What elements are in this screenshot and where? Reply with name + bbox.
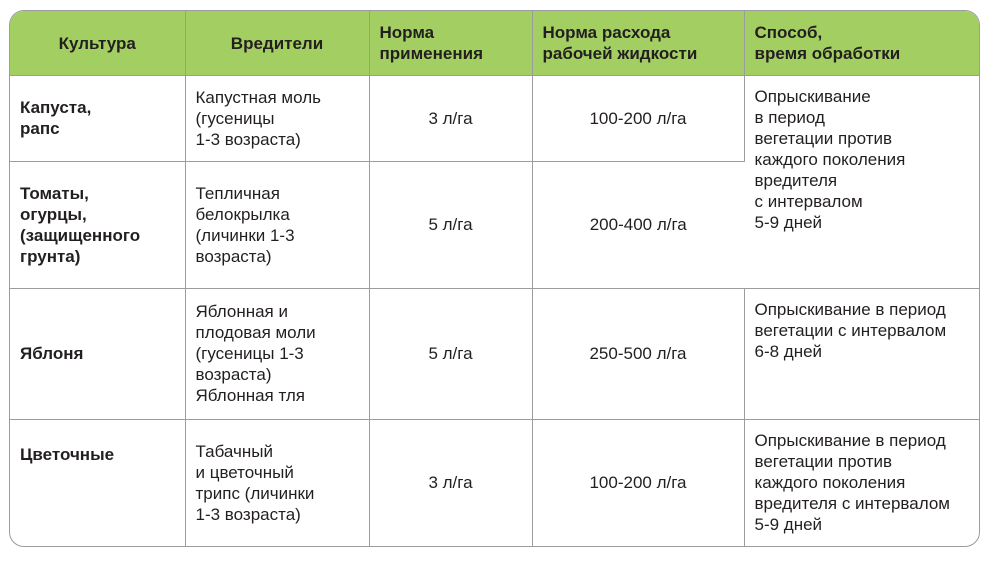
liquid-cell: 250-500 л/га	[532, 288, 744, 419]
rate-cell: 5 л/га	[369, 288, 532, 419]
method-cell: Опрыскивание в период вегетации против каждого поколения вредителя с интервалом 5-9 дней	[754, 430, 950, 534]
pests-cell: Капустная моль (гусеницы 1-3 возраста)	[185, 76, 369, 162]
method-cell: Опрыскивание в период вегетации с интервалом 6-8 дней	[744, 288, 979, 419]
crop-cell: Яблоня	[10, 288, 185, 419]
crop-cell: Капуста, рапс	[10, 76, 185, 162]
treatment-table-frame	[9, 10, 980, 547]
treatment-table	[10, 11, 979, 546]
table-row	[10, 419, 979, 546]
table-row	[10, 288, 979, 419]
liquid-cell: 200-400 л/га	[532, 161, 744, 288]
crop-cell: Томаты, огурцы, (защищенного грунта)	[10, 161, 185, 288]
table-row	[10, 76, 979, 162]
header-pests: Вредители	[185, 11, 369, 76]
rate-cell: 5 л/га	[369, 161, 532, 288]
liquid-cell: 100-200 л/га	[532, 419, 744, 546]
header-crop: Культура	[10, 11, 185, 76]
header-method: Способ, время обработки	[744, 11, 979, 76]
table-header-row	[10, 11, 979, 76]
pests-cell: Яблонная и плодовая моли (гусеницы 1-3 возраста) Яблонная тля	[185, 288, 369, 419]
method-cell: Опрыскивание в период вегетации против каждого поколения вредителя с интервалом 5-9 дней	[744, 76, 979, 289]
pests-cell: Табачный и цветочный трипс (личинки 1-3 возраста)	[185, 419, 369, 546]
rate-cell: 3 л/га	[369, 419, 532, 546]
rate-cell: 3 л/га	[369, 76, 532, 162]
liquid-cell: 100-200 л/га	[532, 76, 744, 162]
header-rate: Норма применения	[369, 11, 532, 76]
pests-cell: Тепличная белокрылка (личинки 1-3 возраста)	[185, 161, 369, 288]
header-liquid: Норма расхода рабочей жидкости	[532, 11, 744, 76]
crop-cell: Цветочные	[10, 419, 185, 546]
